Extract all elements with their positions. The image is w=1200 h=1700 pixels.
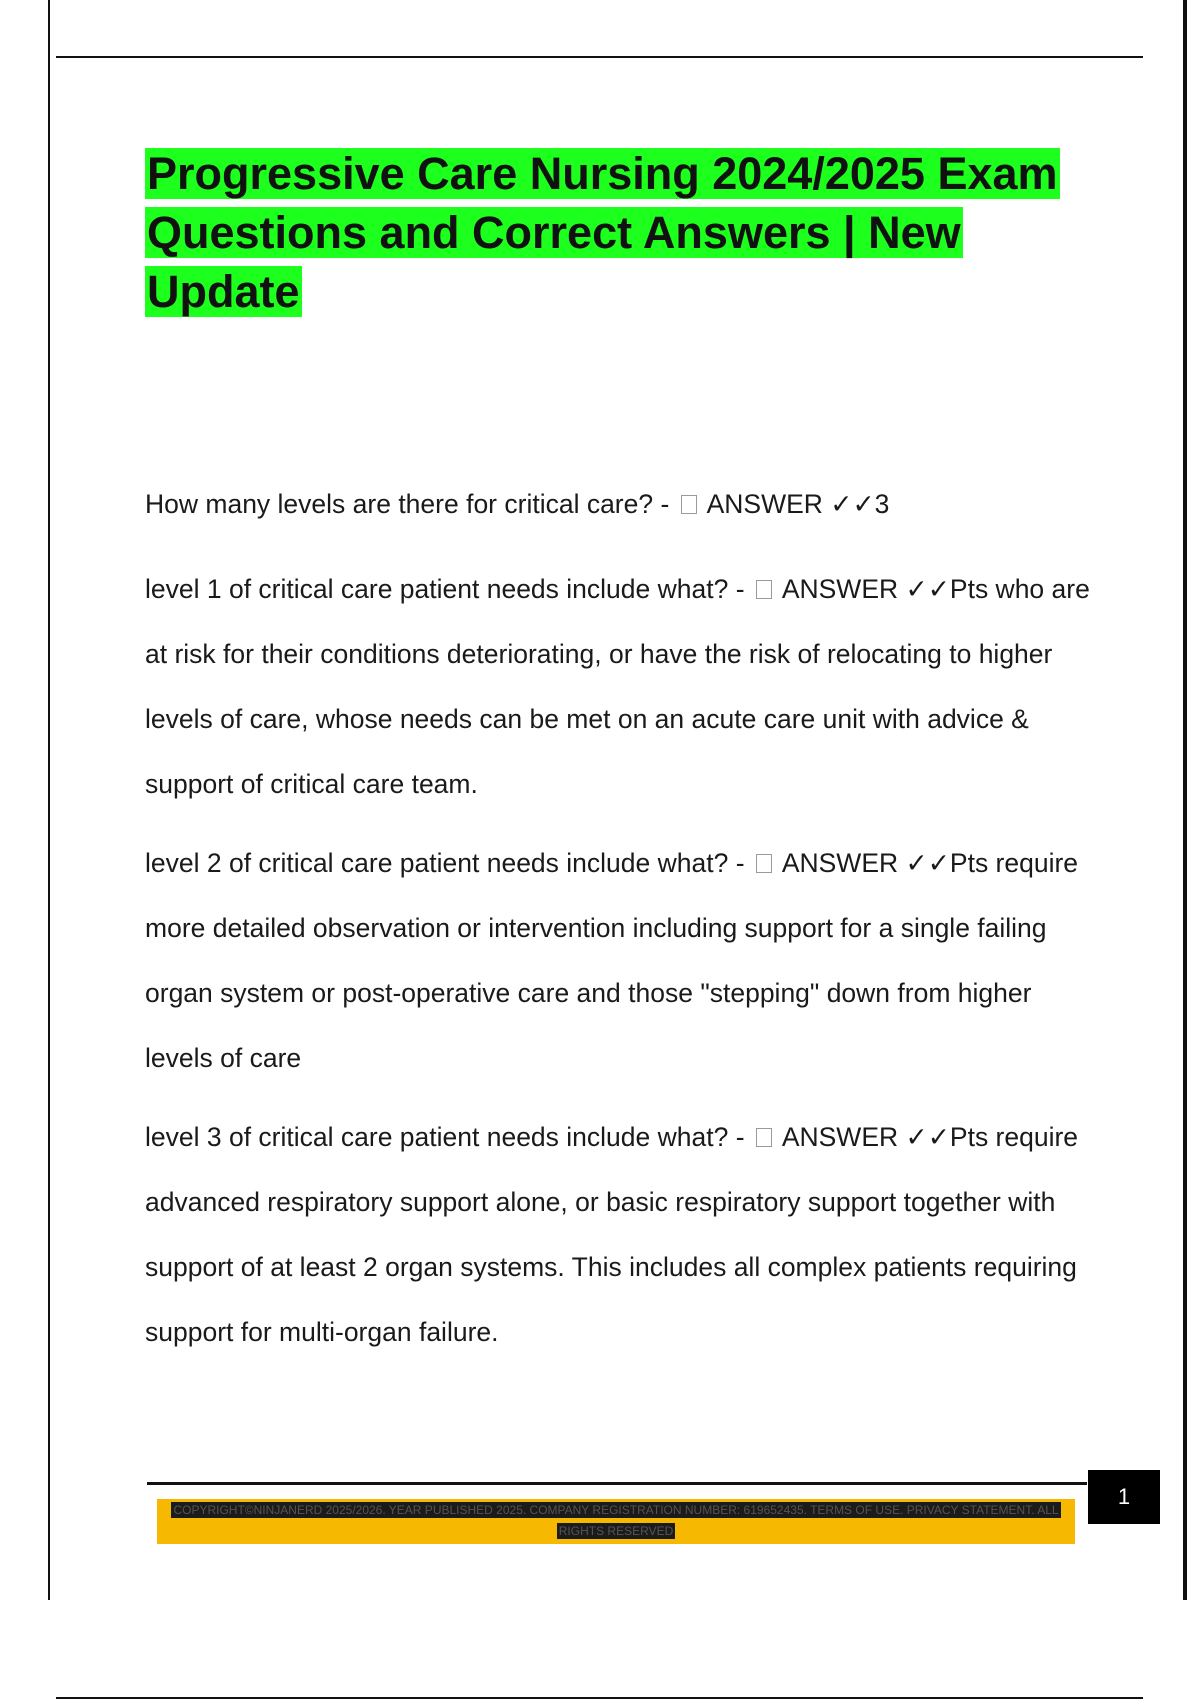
qa-item-3 (145, 831, 1105, 1091)
document-title (145, 144, 1095, 321)
question-text: level 3 of critical care patient needs include what? - (145, 1122, 745, 1152)
page-border-left (48, 0, 50, 1600)
checkbox-glyph-icon (756, 1128, 772, 1147)
answer-text: Pts who are at risk for their conditions deteriorating, or have the risk of relocating to higher levels of care, whose needs can be met on an acute care unit with advice & support of critical care team. (145, 574, 1090, 799)
answer-text: Pts require more detailed observation or intervention including support for a single failing organ system or post-operative care and those "stepping" down from higher levels of care (145, 848, 1079, 1073)
qa-item-1 (145, 472, 1105, 537)
checkbox-glyph-icon (756, 580, 772, 599)
question-text: How many levels are there for critical care? - (145, 489, 670, 519)
question-text: level 1 of critical care patient needs include what? - (145, 574, 745, 604)
header-divider (56, 56, 1143, 58)
document-title-highlight: Progressive Care Nursing 2024/2025 Exam Questions and Correct Answers | New Update (147, 148, 1058, 317)
qa-item-4 (145, 1105, 1105, 1365)
checkbox-glyph-icon (681, 495, 697, 514)
page-number: 1 (1088, 1470, 1160, 1524)
answer-text: 3 (874, 489, 890, 519)
copyright-banner (157, 1499, 1075, 1544)
answer-label: ANSWER ✓✓ (706, 489, 875, 519)
footer-divider (147, 1482, 1087, 1485)
answer-label: ANSWER ✓✓ (781, 1122, 950, 1152)
copyright-text: COPYRIGHT©NINJANERD 2025/2026. YEAR PUBLISHED 2025. COMPANY REGISTRATION NUMBER: 619652435. TERMS OF USE. PRIVACY STATEMENT. ALL RIGHTS RESERVED (173, 1503, 1059, 1538)
next-page-divider (56, 1697, 1143, 1699)
answer-text: Pts require advanced respiratory support alone, or basic respiratory support together with support of at least 2 organ systems. This includes all complex patients requiring support for multi-organ failure. (145, 1122, 1079, 1347)
page-border-right (1183, 0, 1187, 1600)
qa-list (145, 472, 1105, 1379)
answer-label: ANSWER ✓✓ (781, 574, 950, 604)
answer-label: ANSWER ✓✓ (781, 848, 950, 878)
qa-item-2 (145, 557, 1105, 817)
checkbox-glyph-icon (756, 854, 772, 873)
question-text: level 2 of critical care patient needs include what? - (145, 848, 745, 878)
